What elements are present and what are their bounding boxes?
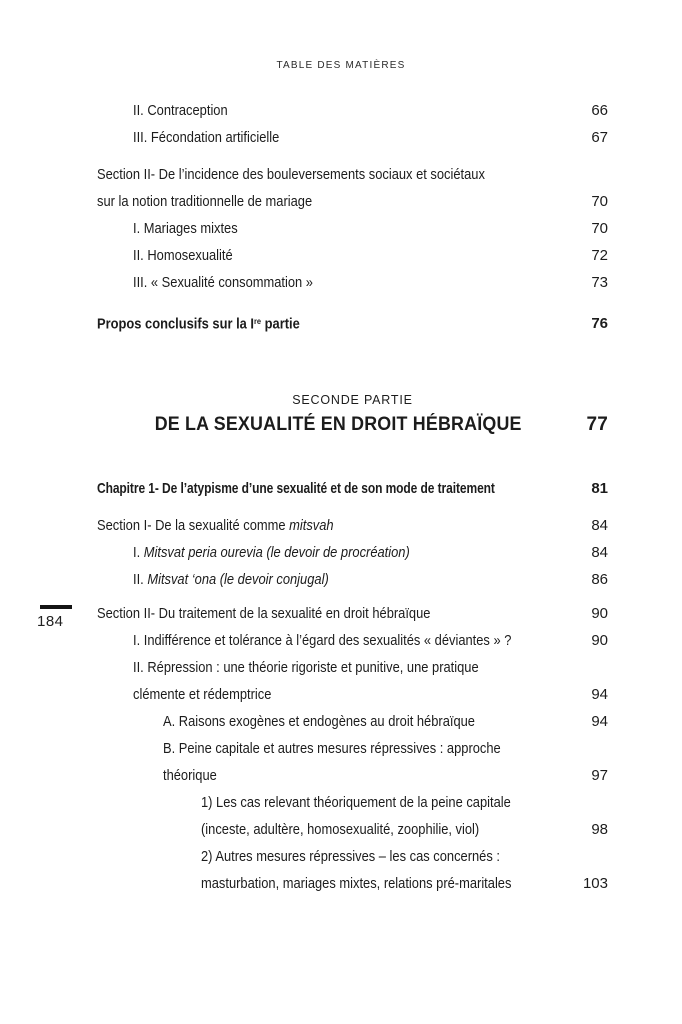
toc-text-segment: II. Contraception [133,102,228,119]
toc-row [97,870,608,897]
toc-row [97,512,608,539]
toc-text-segment: clémente et rédemptrice [133,686,272,704]
toc-text-segment: Section II- Du traitement de la sexualité en droit hébraïque [97,605,431,623]
toc-entry-text [97,789,608,816]
toc-page-number: 67 [591,129,608,146]
toc-page-number: 97 [591,767,608,785]
toc-entry-text [97,681,583,708]
running-head: TABLE DES MATIÈRES [276,60,406,71]
toc-entry-text [97,816,583,843]
toc-row [97,654,608,681]
toc-page-number: 66 [591,102,608,119]
toc-row [97,681,608,708]
toc-entry-text [97,654,608,681]
toc-text-segment: re [254,316,262,326]
toc-page-number: 94 [591,713,608,731]
toc-row [97,539,608,566]
margin-page-marker [37,605,72,630]
toc-row [97,762,608,789]
toc-entry-text [97,600,583,627]
margin-dash [40,605,72,609]
toc-row [97,269,608,296]
toc-row [97,475,608,502]
toc-entry-text [97,97,583,124]
toc-text-segment: B. Peine capitale et autres mesures répressives : approche [163,740,501,758]
toc-text-segment: Mitsvat peria ourevia (le devoir de procréation) [143,544,410,562]
table-of-contents [97,97,608,897]
toc-entry-text [97,627,583,654]
toc-entry-text [97,843,608,870]
margin-page-number: 184 [37,613,64,630]
toc-page-number: 76 [591,315,608,333]
toc-text-segment: 1) Les cas relevant théoriquement de la peine capitale [201,794,511,812]
toc-page-number: 73 [591,274,608,291]
toc-text-segment: masturbation, mariages mixtes, relations pré-maritales [201,875,512,893]
toc-row [97,735,608,762]
toc-text-segment: théorique [163,767,217,785]
toc-text-segment: A. Raisons exogènes et endogènes au droit hébraïque [163,713,475,731]
toc-row [97,566,608,593]
toc-row [97,843,608,870]
toc-page-number: 70 [591,220,608,237]
toc-row [97,97,608,124]
toc-text-segment: I. Mariages mixtes [133,220,238,237]
toc-entry-text [97,269,583,296]
toc-row [97,789,608,816]
toc-text-segment: III. « Sexualité consommation » [133,274,313,291]
toc-entry-text [97,475,583,502]
toc-entry-text [97,512,583,539]
toc-page-number: 77 [586,414,608,436]
toc-text-segment: I. Indifférence et tolérance à l’égard des sexualités « déviantes » ? [133,632,512,650]
toc-text-segment: II. Répression : une théorie rigoriste et punitive, une pratique [133,659,479,677]
toc-row [97,188,608,215]
toc-text-segment: II. Homosexualité [133,247,233,264]
toc-entry-text [97,566,583,593]
toc-entry-text [97,411,578,439]
toc-page-number: 103 [582,875,608,893]
toc-text-segment: Chapitre 1- De l’atypisme d’une sexualité et de son mode de traitement [97,480,495,498]
toc-entry-text [97,389,608,411]
toc-text-segment: partie [261,315,300,333]
toc-entry-text [97,735,608,762]
toc-row [97,411,608,439]
toc-entry-text [97,539,583,566]
toc-page-number: 72 [591,247,608,264]
toc-entry-text [97,188,583,215]
toc-text-segment: Propos conclusifs sur la I [97,315,255,333]
toc-row [97,389,608,411]
toc-entry-text [97,870,575,897]
toc-text-segment: mitsvah [289,517,334,535]
toc-entry-text [97,242,583,269]
toc-row [97,215,608,242]
toc-text-segment: SECONDE PARTIE [292,393,413,408]
toc-row [97,627,608,654]
toc-row [97,600,608,627]
toc-page-number: 90 [591,605,608,623]
toc-page-number: 98 [591,821,608,839]
toc-page-number: 90 [591,632,608,650]
toc-text-segment: Section II- De l’incidence des bouleversements sociaux et sociétaux [97,166,485,183]
toc-row [97,124,608,151]
toc-text-segment: 2) Autres mesures répressives – les cas concernés : [201,848,500,866]
toc-row [97,161,608,188]
toc-entry-text [97,124,583,151]
toc-page-number: 94 [591,686,608,704]
toc-text-segment: Mitsvat ‘ona (le devoir conjugal) [147,571,329,589]
toc-entry-text [97,161,608,188]
toc-entry-text [97,215,583,242]
toc-text-segment: II. [133,571,148,589]
toc-page-number: 84 [591,517,608,535]
toc-page-number: 70 [591,193,608,210]
toc-text-segment: I. [133,544,144,562]
toc-page-number: 84 [591,544,608,562]
toc-row [97,708,608,735]
toc-text-segment: sur la notion traditionnelle de mariage [97,193,313,210]
toc-entry-text [97,762,583,789]
toc-entry-text [97,708,583,735]
toc-text-segment: Section I- De la sexualité comme [97,517,290,535]
toc-page-number: 81 [591,480,608,498]
toc-row [97,242,608,269]
toc-text-segment: III. Fécondation artificielle [133,129,280,146]
toc-entry-text [97,308,583,337]
toc-row [97,308,608,337]
toc-page-number: 86 [591,571,608,589]
toc-row [97,816,608,843]
toc-text-segment: DE LA SEXUALITÉ EN DROIT HÉBRAÏQUE [154,414,522,436]
toc-text-segment: (inceste, adultère, homosexualité, zoophilie, viol) [201,821,480,839]
